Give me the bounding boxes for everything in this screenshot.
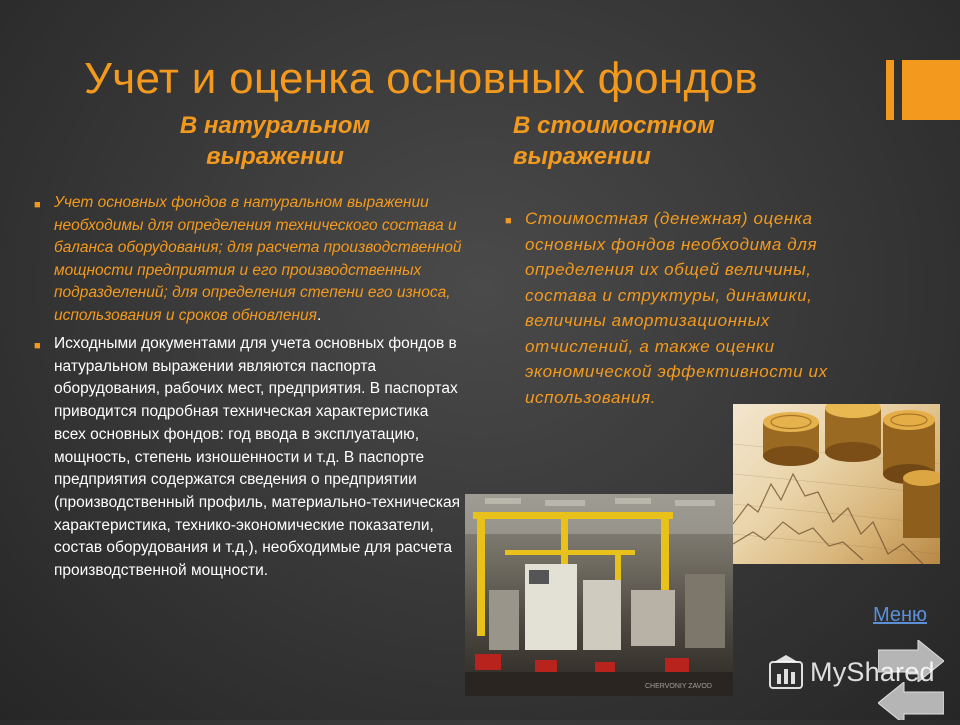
accent-bar-thick [902,60,960,120]
list-item [34,192,464,327]
myshared-watermark [768,654,935,690]
left-heading-line2: выражении [206,143,344,170]
left-bullet-list [34,192,464,583]
menu-link[interactable]: Меню [873,604,928,626]
bullet-text: Исходными документами для учета основных фондов в натуральном выражении являются паспорта оборудования, рабочих мест, предприятия. В паспортах приводится подробная техническая характеристика всех основных фондов: год ввода в эксплуатацию, мощность, степень изношенности и т.д. В паспорте предприятия содержатся сведения о предприятии (производственный профиль, материально-техническая характеристика, технико-экономические показатели, состав оборудования и т.д.), необходимые для расчета производственной мощности. [54,335,461,580]
square-bullet-icon: ■ [34,199,41,211]
square-bullet-icon: ■ [505,215,513,227]
right-heading-line2: выражении [513,143,651,170]
myshared-logo-icon [768,654,804,690]
right-heading-line1: В стоимостном [513,112,715,139]
list-item [34,333,464,583]
accent-bar-thin [886,60,894,120]
factory-photo [465,494,733,696]
bullet-text: Учет основных фондов в натуральном выражении необходимы для определения технического состава и баланса оборудования; для расчета производственной мощности предприятия и его производственных подразделений; для определения степени его износа, использования и сроков обновления [54,194,462,324]
square-bullet-icon: ■ [34,340,41,352]
watermark-text: MyShared [810,656,935,687]
list-item [505,206,865,410]
factory-illustration [465,494,733,696]
slide-title: Учет и оценка основных фондов [84,54,758,103]
bullet-text: Стоимостная (денежная) оценка основных фондов необходима для определения их общей величины, состава и структуры, динамики, величины амортизационных отчислений, а также оценки экономической эффективности их использования. [525,209,828,407]
coins-illustration [733,404,940,564]
factory-caption: CHERVONIY ZAVOD [645,683,712,690]
left-column-heading [150,110,400,172]
left-heading-line1: В натуральном [179,112,371,139]
coins-photo [733,404,940,564]
right-bullet-list [505,206,865,410]
right-column-heading [513,110,833,172]
bullet-end-period: . [316,306,322,324]
